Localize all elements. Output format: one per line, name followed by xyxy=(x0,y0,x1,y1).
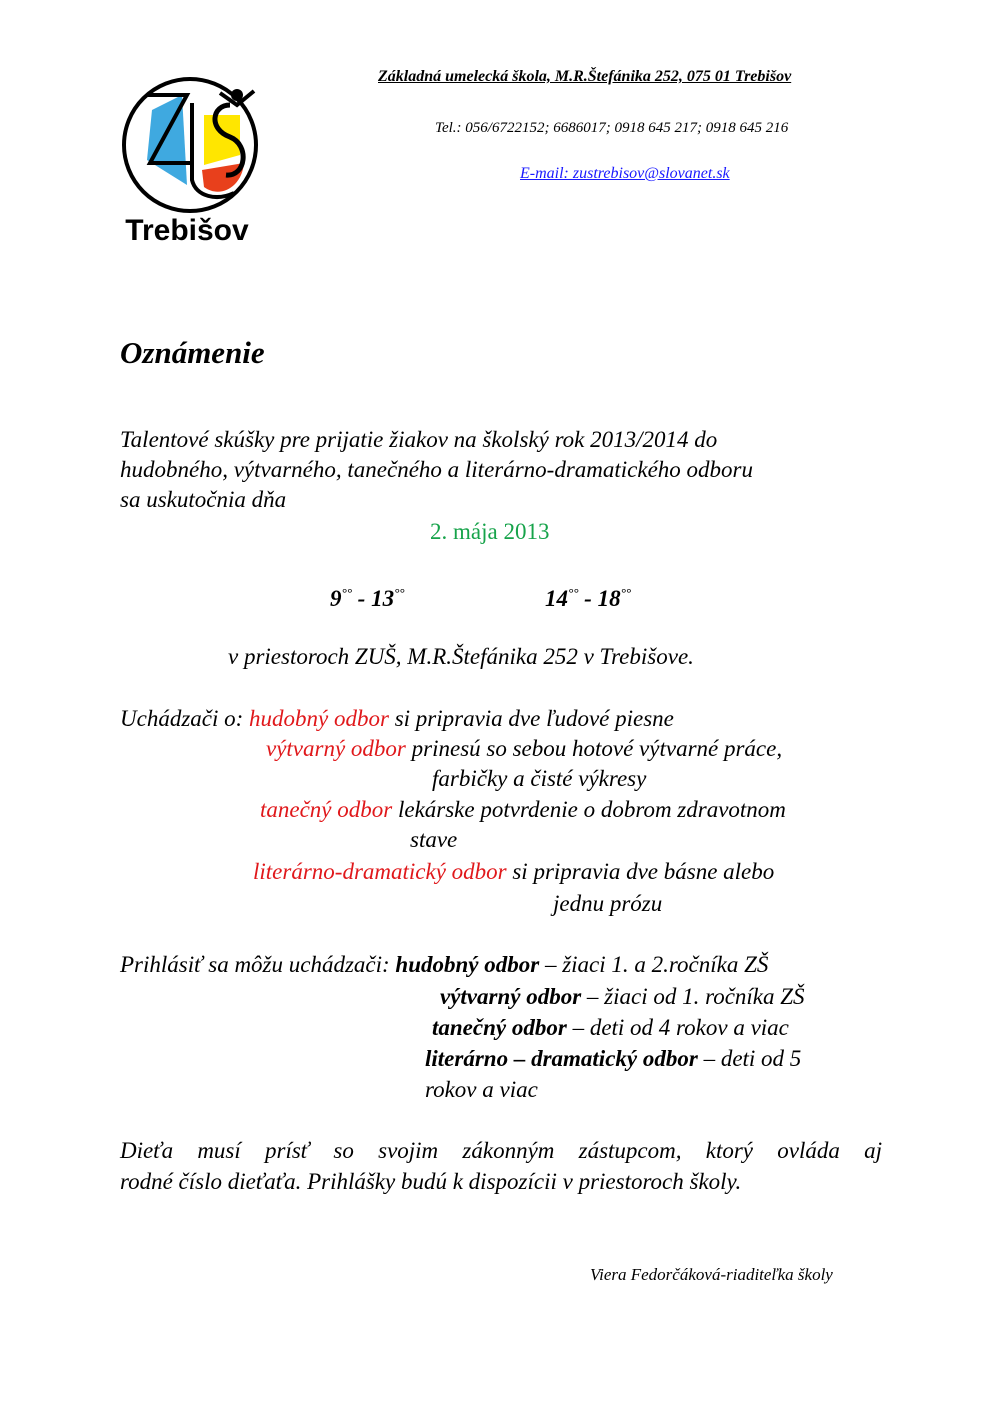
requirement-literarny-cont: jednu prózu xyxy=(553,891,663,916)
phone-line: Tel.: 056/6722152; 6686017; 0918 645 217; 0918 645 216 xyxy=(435,120,789,136)
eligibility-literarny-cont: rokov a viac xyxy=(425,1077,538,1102)
requirement-tanecny: tanečný odbor lekárske potvrdenie o dobrom zdravotnom xyxy=(260,797,786,822)
exam-date: 2. mája 2013 xyxy=(430,519,550,544)
requirement-hudobny: Uchádzači o: hudobný odbor si pripravia dve ľudové piesne xyxy=(120,706,674,731)
location-line: v priestoroch ZUŠ, M.R.Štefánika 252 v Trebišove. xyxy=(228,644,694,669)
school-address-line: Základná umelecká škola, M.R.Štefánika 252, 075 01 Trebišov xyxy=(378,68,792,85)
requirement-vytvarny-cont: farbičky a čisté výkresy xyxy=(432,766,647,791)
requirement-literarny: literárno-dramatický odbor si pripravia dve básne alebo xyxy=(253,859,775,884)
intro-line-1: Talentové skúšky pre prijatie žiakov na školský rok 2013/2014 do xyxy=(120,427,718,452)
intro-line-3: sa uskutočnia dňa xyxy=(120,487,287,512)
closing-line-1: Dieťa musí prísť so svojim zákonným zástupcom, ktorý ovláda aj xyxy=(120,1138,882,1163)
school-logo xyxy=(112,75,282,250)
eligibility-vytvarny: výtvarný odbor – žiaci od 1. ročníka ZŠ xyxy=(440,984,805,1009)
eligibility-literarny: literárno – dramatický odbor – deti od 5 xyxy=(425,1046,802,1071)
email-line: E-mail: zustrebisov@slovanet.sk xyxy=(520,165,730,182)
logo-city-text: Trebišov xyxy=(125,214,249,247)
logo-red-shape xyxy=(202,163,244,192)
requirement-tanecny-cont: stave xyxy=(410,827,458,852)
page-title: Oznámenie xyxy=(120,335,265,370)
requirement-vytvarny: výtvarný odbor prinesú so sebou hotové výtvarné práce, xyxy=(266,736,783,761)
signature: Viera Fedorčáková-riaditeľka školy xyxy=(590,1265,833,1284)
eligibility-hudobny: Prihlásiť sa môžu uchádzači: hudobný odbor – žiaci 1. a 2.ročníka ZŠ xyxy=(120,952,769,977)
time-slot-2: 14°° - 18°° xyxy=(545,585,631,611)
closing-line-2: rodné číslo dieťaťa. Prihlášky budú k dispozícii v priestoroch školy. xyxy=(120,1169,742,1194)
intro-line-2: hudobného, výtvarného, tanečného a literárno-dramatického odboru xyxy=(120,457,754,482)
time-slot-1: 9°° - 13°° xyxy=(330,585,405,611)
eligibility-tanecny: tanečný odbor – deti od 4 rokov a viac xyxy=(432,1015,789,1040)
